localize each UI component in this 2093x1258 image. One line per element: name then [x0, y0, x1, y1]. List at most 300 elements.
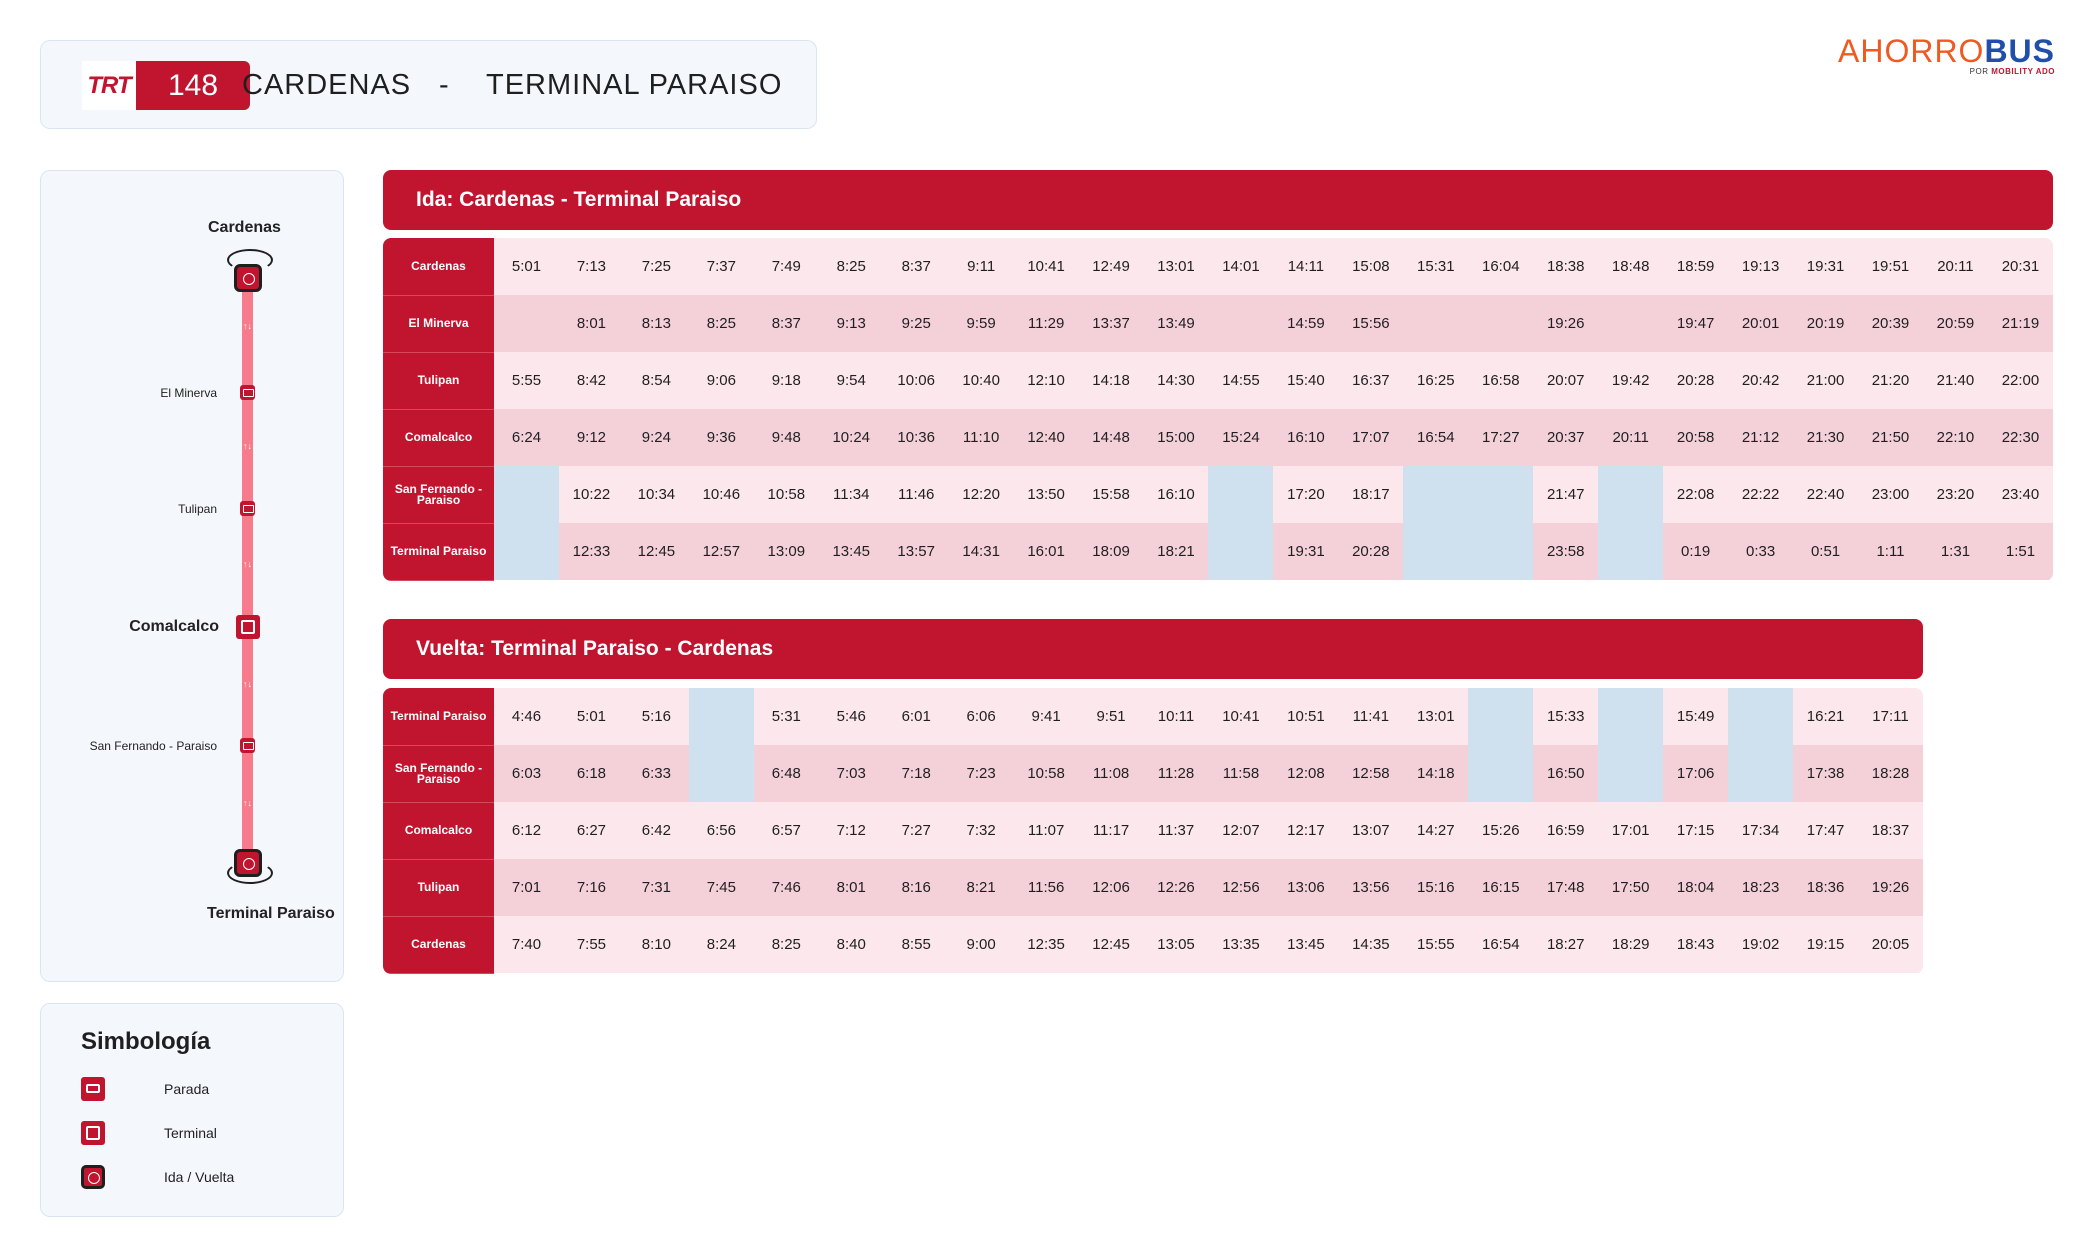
- time-cell: 15:58: [1079, 466, 1144, 523]
- time-cell: 11:37: [1144, 802, 1209, 859]
- time-cell: 6:33: [624, 745, 689, 802]
- time-cell: 12:58: [1338, 745, 1403, 802]
- loop-arrow-icon: [227, 862, 273, 884]
- time-cell: 17:38: [1793, 745, 1858, 802]
- time-cell: 9:36: [689, 409, 754, 466]
- time-cell: 14:18: [1079, 352, 1144, 409]
- time-cell: 7:25: [624, 238, 689, 295]
- time-cell: 17:27: [1468, 409, 1533, 466]
- time-cell: 20:37: [1533, 409, 1598, 466]
- time-cell: 15:56: [1338, 295, 1403, 352]
- ida-title: Ida: Cardenas - Terminal Paraiso: [383, 170, 2053, 230]
- time-cell: 10:46: [689, 466, 754, 523]
- time-cell: 11:46: [884, 466, 949, 523]
- time-cell: 9:59: [949, 295, 1014, 352]
- time-cell: 11:29: [1014, 295, 1079, 352]
- time-cell: 9:24: [624, 409, 689, 466]
- time-cell: 15:33: [1533, 688, 1598, 745]
- direction-mark: ↑↓: [243, 559, 252, 569]
- time-cell: 12:07: [1208, 802, 1273, 859]
- time-cell: 21:50: [1858, 409, 1923, 466]
- time-cell: 17:50: [1598, 859, 1663, 916]
- legend-label: Terminal: [164, 1125, 217, 1141]
- time-cell: 22:22: [1728, 466, 1793, 523]
- time-cell: 15:40: [1273, 352, 1338, 409]
- time-cell: 6:03: [494, 745, 559, 802]
- timetable-row: [383, 409, 2053, 466]
- time-cell: 16:59: [1533, 802, 1598, 859]
- time-cell: 8:55: [884, 916, 949, 973]
- time-cell: 9:13: [819, 295, 884, 352]
- time-cell: 18:37: [1858, 802, 1923, 859]
- time-cell: 13:37: [1079, 295, 1144, 352]
- bus-stop-icon: [240, 385, 255, 400]
- time-cell: 20:28: [1663, 352, 1728, 409]
- time-cell: 8:37: [754, 295, 819, 352]
- time-cell: 14:18: [1403, 745, 1468, 802]
- direction-mark: ↑↓: [243, 441, 252, 451]
- time-cell: 11:17: [1079, 802, 1144, 859]
- time-cell: 1:31: [1923, 523, 1988, 580]
- stop-label-comalcalco: Comalcalco: [129, 618, 219, 635]
- time-cell: 14:48: [1079, 409, 1144, 466]
- time-cell: 18:17: [1338, 466, 1403, 523]
- stop-name-cell: Terminal Paraiso: [383, 688, 494, 745]
- route-map: [40, 170, 344, 982]
- time-cell: 14:31: [949, 523, 1014, 580]
- stop-name-cell: Tulipan: [383, 859, 494, 916]
- vuelta-timetable: [383, 688, 1923, 974]
- time-cell: 11:41: [1338, 688, 1403, 745]
- stop-label-terminal-paraiso: Terminal Paraiso: [207, 905, 335, 922]
- route-origin: CARDENAS: [242, 69, 412, 101]
- time-cell: 7:49: [754, 238, 819, 295]
- timetable-row: [383, 295, 2053, 352]
- time-cell: 8:13: [624, 295, 689, 352]
- time-cell: 20:31: [1988, 238, 2053, 295]
- stop-name-cell: Comalcalco: [383, 802, 494, 859]
- time-cell: 16:58: [1468, 352, 1533, 409]
- time-cell: 17:48: [1533, 859, 1598, 916]
- time-cell: 19:51: [1858, 238, 1923, 295]
- time-cell: 7:45: [689, 859, 754, 916]
- time-cell: 9:11: [949, 238, 1014, 295]
- time-cell: 7:55: [559, 916, 624, 973]
- time-cell: 12:45: [1079, 916, 1144, 973]
- round-trip-icon: [234, 264, 262, 292]
- route-destination: TERMINAL PARAISO: [486, 69, 783, 101]
- time-cell: 15:16: [1403, 859, 1468, 916]
- time-cell: 16:10: [1273, 409, 1338, 466]
- time-cell: 16:54: [1403, 409, 1468, 466]
- no-service-cell: [1468, 745, 1533, 802]
- time-cell: 17:47: [1793, 802, 1858, 859]
- time-cell: [1208, 295, 1273, 352]
- direction-mark: ↑↓: [243, 798, 252, 808]
- time-cell: 6:27: [559, 802, 624, 859]
- timetable-row: [383, 745, 1923, 802]
- time-cell: 13:45: [1273, 916, 1338, 973]
- time-cell: 20:19: [1793, 295, 1858, 352]
- time-cell: 7:23: [949, 745, 1014, 802]
- time-cell: 10:58: [1014, 745, 1079, 802]
- time-cell: 13:35: [1208, 916, 1273, 973]
- time-cell: [1598, 295, 1663, 352]
- time-cell: 11:07: [1014, 802, 1079, 859]
- time-cell: 9:06: [689, 352, 754, 409]
- time-cell: 6:57: [754, 802, 819, 859]
- time-cell: 10:41: [1014, 238, 1079, 295]
- time-cell: 19:47: [1663, 295, 1728, 352]
- time-cell: 18:21: [1144, 523, 1209, 580]
- time-cell: 7:18: [884, 745, 949, 802]
- time-cell: 18:29: [1598, 916, 1663, 973]
- time-cell: 7:03: [819, 745, 884, 802]
- timetable-row: [383, 916, 1923, 973]
- time-cell: 21:20: [1858, 352, 1923, 409]
- no-service-cell: [689, 688, 754, 745]
- legend-label: Parada: [164, 1081, 210, 1097]
- time-cell: 13:01: [1403, 688, 1468, 745]
- time-cell: 7:16: [559, 859, 624, 916]
- time-cell: 15:24: [1208, 409, 1273, 466]
- time-cell: 14:27: [1403, 802, 1468, 859]
- stop-name-cell: Terminal Paraiso: [383, 523, 494, 580]
- time-cell: 21:40: [1923, 352, 1988, 409]
- time-cell: 10:58: [754, 466, 819, 523]
- time-cell: 14:35: [1338, 916, 1403, 973]
- time-cell: 23:20: [1923, 466, 1988, 523]
- timetable-row: [383, 238, 2053, 295]
- no-service-cell: [1208, 466, 1273, 523]
- stop-label-cardenas: Cardenas: [208, 219, 281, 236]
- time-cell: 6:01: [884, 688, 949, 745]
- time-cell: 17:06: [1663, 745, 1728, 802]
- time-cell: 18:09: [1079, 523, 1144, 580]
- time-cell: 20:01: [1728, 295, 1793, 352]
- time-cell: 10:41: [1208, 688, 1273, 745]
- time-cell: [1403, 295, 1468, 352]
- time-cell: 13:49: [1144, 295, 1209, 352]
- time-cell: 18:59: [1663, 238, 1728, 295]
- no-service-cell: [1468, 466, 1533, 523]
- time-cell: 6:48: [754, 745, 819, 802]
- time-cell: 9:48: [754, 409, 819, 466]
- timetable-row: [383, 466, 2053, 523]
- time-cell: 8:25: [754, 916, 819, 973]
- time-cell: 20:59: [1923, 295, 1988, 352]
- time-cell: 15:49: [1663, 688, 1728, 745]
- time-cell: 5:16: [624, 688, 689, 745]
- time-cell: 13:05: [1144, 916, 1209, 973]
- time-cell: 8:21: [949, 859, 1014, 916]
- time-cell: 7:12: [819, 802, 884, 859]
- direction-mark: ↑↓: [243, 679, 252, 689]
- no-service-cell: [1728, 688, 1793, 745]
- stop-label-san-fernando: San Fernando - Paraiso: [89, 739, 217, 753]
- round-trip-icon: [81, 1165, 105, 1189]
- legend: [40, 1003, 344, 1217]
- time-cell: 20:42: [1728, 352, 1793, 409]
- time-cell: 17:20: [1273, 466, 1338, 523]
- time-cell: 20:28: [1338, 523, 1403, 580]
- time-cell: 12:49: [1079, 238, 1144, 295]
- time-cell: 14:01: [1208, 238, 1273, 295]
- no-service-cell: [1468, 688, 1533, 745]
- time-cell: 22:40: [1793, 466, 1858, 523]
- time-cell: 13:45: [819, 523, 884, 580]
- time-cell: 20:58: [1663, 409, 1728, 466]
- time-cell: 7:13: [559, 238, 624, 295]
- bus-stop-icon: [240, 738, 255, 753]
- time-cell: 8:24: [689, 916, 754, 973]
- route-number-badge: 148: [136, 61, 250, 110]
- time-cell: 13:50: [1014, 466, 1079, 523]
- time-cell: 7:31: [624, 859, 689, 916]
- bus-stop-icon: [240, 501, 255, 516]
- stop-name-cell: Cardenas: [383, 238, 494, 295]
- timetable-row: [383, 859, 1923, 916]
- time-cell: 8:42: [559, 352, 624, 409]
- time-cell: 19:15: [1793, 916, 1858, 973]
- time-cell: 18:23: [1728, 859, 1793, 916]
- time-cell: 8:01: [559, 295, 624, 352]
- time-cell: 5:01: [494, 238, 559, 295]
- time-cell: 20:39: [1858, 295, 1923, 352]
- no-service-cell: [1403, 523, 1468, 580]
- time-cell: 13:57: [884, 523, 949, 580]
- time-cell: [1468, 295, 1533, 352]
- time-cell: 21:00: [1793, 352, 1858, 409]
- time-cell: 10:11: [1144, 688, 1209, 745]
- time-cell: 12:17: [1273, 802, 1338, 859]
- time-cell: 21:47: [1533, 466, 1598, 523]
- time-cell: 8:25: [819, 238, 884, 295]
- no-service-cell: [1728, 745, 1793, 802]
- no-service-cell: [1598, 523, 1663, 580]
- time-cell: 17:34: [1728, 802, 1793, 859]
- brand-name: AHORROBUS: [1837, 33, 2055, 69]
- time-cell: 22:30: [1988, 409, 2053, 466]
- time-cell: 16:15: [1468, 859, 1533, 916]
- time-cell: 9:41: [1014, 688, 1079, 745]
- time-cell: 19:13: [1728, 238, 1793, 295]
- time-cell: 22:08: [1663, 466, 1728, 523]
- time-cell: 19:42: [1598, 352, 1663, 409]
- time-cell: 13:01: [1144, 238, 1209, 295]
- time-cell: 6:24: [494, 409, 559, 466]
- time-cell: 18:28: [1858, 745, 1923, 802]
- time-cell: 19:31: [1273, 523, 1338, 580]
- time-cell: 12:06: [1079, 859, 1144, 916]
- time-cell: 11:10: [949, 409, 1014, 466]
- time-cell: 14:55: [1208, 352, 1273, 409]
- no-service-cell: [1468, 523, 1533, 580]
- stop-name-cell: Cardenas: [383, 916, 494, 973]
- time-cell: 7:46: [754, 859, 819, 916]
- time-cell: 23:40: [1988, 466, 2053, 523]
- route-header: [40, 40, 817, 129]
- time-cell: 0:33: [1728, 523, 1793, 580]
- time-cell: 15:08: [1338, 238, 1403, 295]
- no-service-cell: [1403, 466, 1468, 523]
- time-cell: 11:56: [1014, 859, 1079, 916]
- time-cell: 18:27: [1533, 916, 1598, 973]
- time-cell: 6:06: [949, 688, 1014, 745]
- time-cell: 20:05: [1858, 916, 1923, 973]
- time-cell: 18:36: [1793, 859, 1858, 916]
- time-cell: 9:54: [819, 352, 884, 409]
- time-cell: 8:16: [884, 859, 949, 916]
- time-cell: 18:38: [1533, 238, 1598, 295]
- terminal-icon: [236, 615, 260, 639]
- time-cell: 7:01: [494, 859, 559, 916]
- time-cell: 8:10: [624, 916, 689, 973]
- time-cell: 19:31: [1793, 238, 1858, 295]
- time-cell: 22:00: [1988, 352, 2053, 409]
- time-cell: 12:56: [1208, 859, 1273, 916]
- time-cell: 11:28: [1144, 745, 1209, 802]
- ahorrobus-logo: [1838, 34, 2055, 76]
- time-cell: 11:58: [1208, 745, 1273, 802]
- stop-label-tulipan: Tulipan: [178, 502, 217, 516]
- time-cell: 16:21: [1793, 688, 1858, 745]
- stop-label-el-minerva: El Minerva: [160, 386, 217, 400]
- time-cell: 21:30: [1793, 409, 1858, 466]
- time-cell: 13:07: [1338, 802, 1403, 859]
- timetable-row: [383, 688, 1923, 745]
- time-cell: 21:19: [1988, 295, 2053, 352]
- time-cell: 12:33: [559, 523, 624, 580]
- time-cell: 6:12: [494, 802, 559, 859]
- bus-stop-icon: [81, 1077, 105, 1101]
- time-cell: 9:25: [884, 295, 949, 352]
- legend-label: Ida / Vuelta: [164, 1169, 235, 1185]
- time-cell: 7:40: [494, 916, 559, 973]
- stop-name-cell: San Fernando - Paraiso: [383, 745, 494, 802]
- time-cell: 6:18: [559, 745, 624, 802]
- time-cell: 16:01: [1014, 523, 1079, 580]
- time-cell: 23:00: [1858, 466, 1923, 523]
- time-cell: 19:02: [1728, 916, 1793, 973]
- time-cell: 10:06: [884, 352, 949, 409]
- no-service-cell: [1598, 688, 1663, 745]
- time-cell: 20:11: [1598, 409, 1663, 466]
- route-separator: -: [439, 69, 450, 101]
- time-cell: [494, 295, 559, 352]
- timetable-row: [383, 523, 2053, 580]
- time-cell: 15:26: [1468, 802, 1533, 859]
- time-cell: 8:37: [884, 238, 949, 295]
- legend-title: Simbología: [81, 1028, 211, 1055]
- time-cell: 4:46: [494, 688, 559, 745]
- time-cell: 16:37: [1338, 352, 1403, 409]
- time-cell: 0:51: [1793, 523, 1858, 580]
- time-cell: 8:40: [819, 916, 884, 973]
- time-cell: 10:22: [559, 466, 624, 523]
- time-cell: 9:00: [949, 916, 1014, 973]
- time-cell: 5:31: [754, 688, 819, 745]
- time-cell: 0:19: [1663, 523, 1728, 580]
- timetable-row: [383, 802, 1923, 859]
- time-cell: 12:08: [1273, 745, 1338, 802]
- time-cell: 7:37: [689, 238, 754, 295]
- time-cell: 14:11: [1273, 238, 1338, 295]
- trt-logo: TRT: [82, 61, 136, 110]
- time-cell: 17:01: [1598, 802, 1663, 859]
- time-cell: 5:01: [559, 688, 624, 745]
- time-cell: 9:51: [1079, 688, 1144, 745]
- time-cell: 15:00: [1144, 409, 1209, 466]
- time-cell: 12:20: [949, 466, 1014, 523]
- direction-mark: ↑↓: [243, 321, 252, 331]
- time-cell: 22:10: [1923, 409, 1988, 466]
- time-cell: 11:08: [1079, 745, 1144, 802]
- stop-name-cell: San Fernando - Paraiso: [383, 466, 494, 523]
- time-cell: 12:40: [1014, 409, 1079, 466]
- time-cell: 20:11: [1923, 238, 1988, 295]
- time-cell: 10:36: [884, 409, 949, 466]
- time-cell: 11:34: [819, 466, 884, 523]
- time-cell: 12:45: [624, 523, 689, 580]
- no-service-cell: [494, 466, 559, 523]
- time-cell: 21:12: [1728, 409, 1793, 466]
- stop-name-cell: El Minerva: [383, 295, 494, 352]
- time-cell: 10:34: [624, 466, 689, 523]
- time-cell: 12:35: [1014, 916, 1079, 973]
- time-cell: 8:54: [624, 352, 689, 409]
- vuelta-title: Vuelta: Terminal Paraiso - Cardenas: [383, 619, 1923, 679]
- time-cell: 8:01: [819, 859, 884, 916]
- no-service-cell: [494, 523, 559, 580]
- ida-timetable: [383, 238, 2053, 581]
- time-cell: 14:30: [1144, 352, 1209, 409]
- timetable-row: [383, 352, 2053, 409]
- time-cell: 13:56: [1338, 859, 1403, 916]
- time-cell: 15:31: [1403, 238, 1468, 295]
- time-cell: 23:58: [1533, 523, 1598, 580]
- no-service-cell: [1598, 466, 1663, 523]
- time-cell: 20:07: [1533, 352, 1598, 409]
- time-cell: 17:11: [1858, 688, 1923, 745]
- time-cell: 1:11: [1858, 523, 1923, 580]
- time-cell: 5:46: [819, 688, 884, 745]
- time-cell: 18:48: [1598, 238, 1663, 295]
- time-cell: 12:26: [1144, 859, 1209, 916]
- time-cell: 9:18: [754, 352, 819, 409]
- time-cell: 16:54: [1468, 916, 1533, 973]
- time-cell: 6:42: [624, 802, 689, 859]
- stop-name-cell: Comalcalco: [383, 409, 494, 466]
- time-cell: 10:40: [949, 352, 1014, 409]
- time-cell: 18:04: [1663, 859, 1728, 916]
- time-cell: 10:51: [1273, 688, 1338, 745]
- time-cell: 13:06: [1273, 859, 1338, 916]
- time-cell: 7:32: [949, 802, 1014, 859]
- time-cell: 17:15: [1663, 802, 1728, 859]
- brand-tagline: POR MOBILITY ADO: [1969, 67, 2055, 76]
- no-service-cell: [1208, 523, 1273, 580]
- time-cell: 18:43: [1663, 916, 1728, 973]
- no-service-cell: [689, 745, 754, 802]
- time-cell: 12:57: [689, 523, 754, 580]
- time-cell: 16:25: [1403, 352, 1468, 409]
- time-cell: 13:09: [754, 523, 819, 580]
- terminal-icon: [81, 1121, 105, 1145]
- time-cell: 5:55: [494, 352, 559, 409]
- time-cell: 16:50: [1533, 745, 1598, 802]
- time-cell: 17:07: [1338, 409, 1403, 466]
